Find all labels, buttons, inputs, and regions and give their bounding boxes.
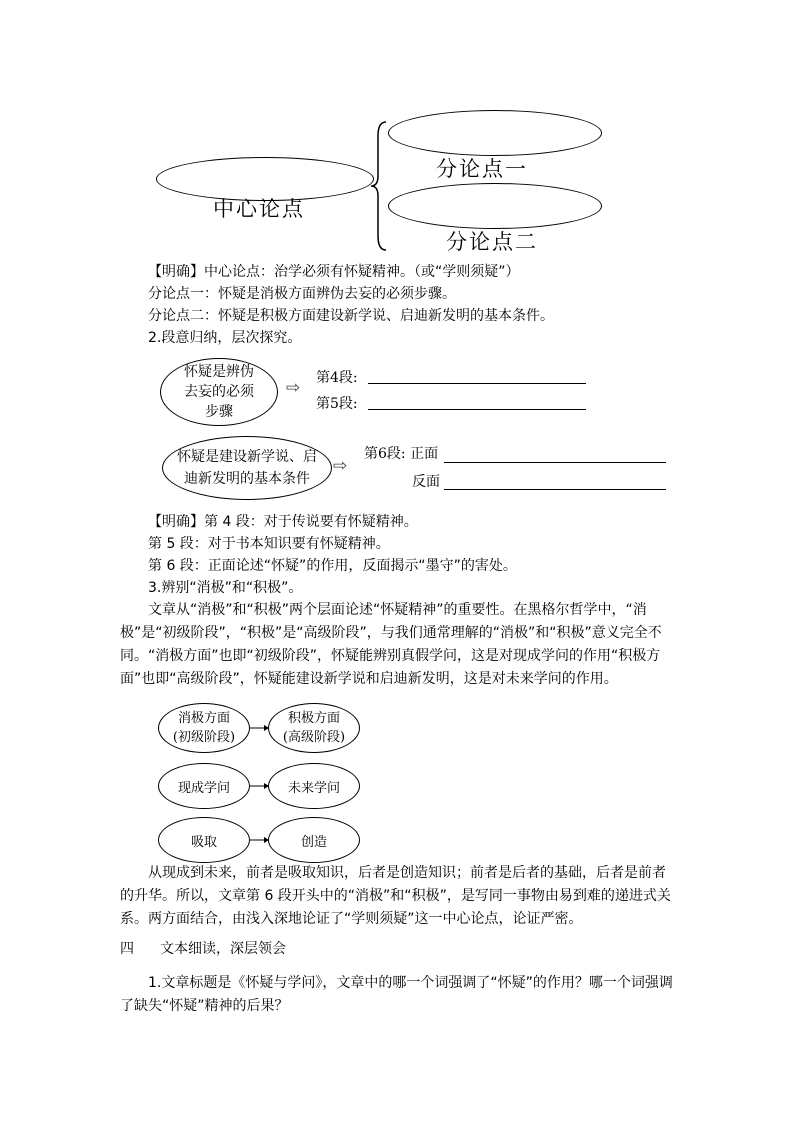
arrow-row2-head [264,783,269,789]
sub-label-2: 分论点二 [446,230,538,254]
label-p6: 第6段: 正面 [364,446,439,462]
section4-number: 四 [120,941,134,957]
oval-existing-knowledge: 现成学问 [158,763,250,809]
sub-label-1: 分论点一 [436,157,528,181]
oval-absorb: 吸取 [158,817,250,863]
oval-doubt-discern: 怀疑是辨伪去妄的必须步骤 [160,358,278,426]
answer-tag: 【明确】 [148,264,204,280]
section3-paragraph: 文章从“消极”和“积极”两个层面论述“怀疑精神”的重要性。在黑格尔哲学中，“消极”是“初级阶段”，“积极”是“高级阶段”，与我们通常理解的“消极”和“积极”意义完全不同。“消极方面”也即“初级阶段”，怀疑能辨别真假学问，这是对现成学问的作用“积极方面”也即“高级阶段”，怀疑能建设新学说和启迪新发明，这是对未来学问的作用。 [120,602,662,687]
central-label: 中心论点 [213,197,305,221]
arrow-row3-head [264,837,269,843]
label-negative: 反面 [412,474,440,490]
arrow-icon: ⇨ [333,456,348,476]
oval-doubt-build: 怀疑是建设新学说、启迪新发明的基本条件 [162,436,332,500]
section2-heading: 2.段意归纳，层次探究。 [148,330,302,346]
answer2-line-p6: 第 6 段：正面论述“怀疑”的作用，反面揭示“墨守”的害处。 [148,558,517,574]
section4-title: 文本细读，深层领会 [160,941,286,957]
arrow-icon: ⇨ [286,378,301,398]
oval-future-knowledge: 未来学问 [268,763,360,809]
arrow-row1-head [264,725,269,731]
label-p4: 第4段: [316,370,358,386]
central-thesis-text: 中心论点：治学必须有怀疑精神。（或“学则须疑”） [204,264,520,280]
question-1: 1.文章标题是《怀疑与学问》，文章中的哪一个词强调了“怀疑”的作用？哪一个词强调了缺失“怀疑”精神的后果？ [120,975,673,1014]
summary-paragraph: 从现成到未来，前者是吸取知识，后者是创造知识；前者是后者的基础，后者是前者的升华。所以，文章第 6 段开头中的“消极”和“积极”，是写同一事物由易到难的递进式关系。两方面结合，由浅入深地论证了“学则须疑”这一中心论点，论证严密。 [120,865,671,927]
answer-tag: 【明确】 [148,514,204,530]
answer1-line-sub2: 分论点二：怀疑是积极方面建设新学说、启迪新发明的基本条件。 [148,308,554,324]
answer2-line-p4: 【明确】第 4 段：对于传说要有怀疑精神。 [148,514,418,530]
answer1-line-sub1: 分论点一：怀疑是消极方面辨伪去妄的必须步骤。 [148,286,456,302]
label-p5: 第5段: [316,396,358,412]
oval-negative-aspect: 消极方面 (初级阶段) [158,703,250,753]
section4-heading [120,939,286,959]
oval-positive-aspect: 积极方面 (高级阶段) [268,703,360,753]
answer2-line-p5: 第 5 段：对于书本知识要有怀疑精神。 [148,536,390,552]
section3-heading: 3.辨别“消极”和“积极”。 [148,580,303,596]
oval-create: 创造 [268,817,360,863]
